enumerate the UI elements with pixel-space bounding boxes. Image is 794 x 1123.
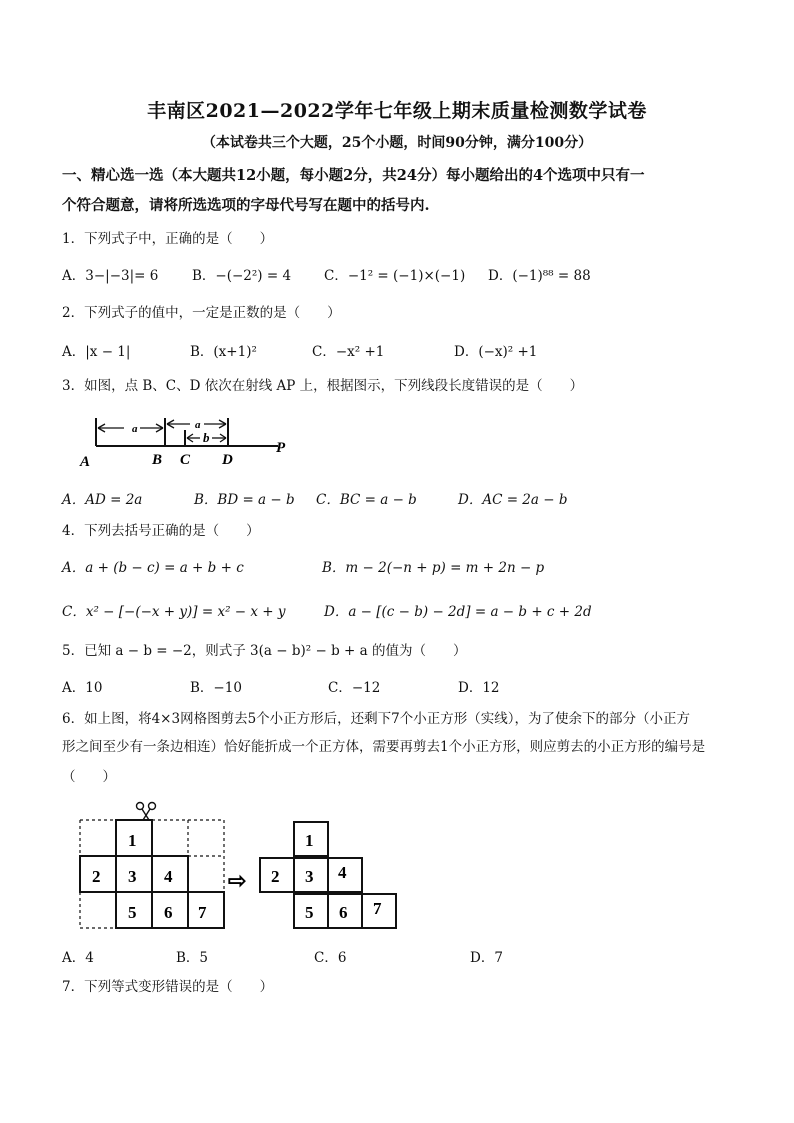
question-6-stem-line-3: （ ） (62, 769, 116, 785)
scissors-icon (137, 803, 156, 821)
grid-left-cell-6: 6 (164, 903, 173, 922)
question-1-options (62, 264, 752, 288)
grid-left-cell-4: 4 (164, 867, 173, 886)
question-4-option-b: B．m − 2(−n + p) = m + 2n − p (322, 560, 545, 576)
question-2-option-b: B．(x+1)² (190, 344, 257, 360)
page-subtitle: （本试卷共三个大题，25个小题，时间90分钟，满分100分） (201, 135, 593, 151)
question-6-options (62, 946, 752, 970)
grid-right-cell-3: 3 (305, 867, 314, 886)
question-2-option-d: D．(−x)² +1 (454, 344, 538, 360)
question-4-options-row-2 (62, 600, 752, 624)
question-4-option-c: C．x² − [−(−x + y)] = x² − x + y (62, 604, 286, 620)
segment-label-b: b (203, 430, 210, 445)
question-1-stem: 1．下列式子中，正确的是（ ） (62, 231, 274, 247)
question-5-stem: 5．已知 a − b = −2，则式子 3(a − b)² − b + a 的值为（ ） (62, 643, 467, 659)
question-5-option-d: D．12 (458, 680, 500, 696)
question-6-option-d: D．7 (470, 950, 503, 966)
grid-right-cell-5: 5 (305, 903, 314, 922)
question-3-stem: 3．如图，点 B、C、D 依次在射线 AP 上，根据图示，下列线段长度错误的是（ ） (62, 378, 584, 394)
question-4-stem: 4．下列去括号正确的是（ ） (62, 523, 260, 539)
segment-label-a2: a (195, 419, 201, 431)
question-2-stem: 2．下列式子的值中，一定是正数的是（ ） (62, 305, 341, 321)
grid-left-cell-3: 3 (128, 867, 137, 886)
grid-right-cell-4: 4 (338, 863, 347, 882)
grid-left-cell-7: 7 (198, 903, 207, 922)
section-heading-line-2: 个符合题意，请将所选选项的字母代号写在题中的括号内. (62, 197, 430, 214)
page-title: 丰南区2021—2022学年七年级上期末质量检测数学试卷 (147, 100, 647, 122)
question-2-option-c: C．−x² +1 (312, 344, 385, 360)
grid-left-cell-5: 5 (128, 903, 137, 922)
question-1-option-a: A．3−|−3|= 6 (62, 268, 159, 284)
question-3-option-a: A．AD = 2a (62, 492, 143, 508)
grid-right-cell-6: 6 (339, 903, 348, 922)
question-3-option-c: C．BC = a − b (316, 492, 417, 508)
point-label-d: D (222, 452, 233, 468)
question-2-options (62, 340, 752, 364)
question-6-stem-line-2: 形之间至少有一条边相连）恰好能折成一个正方体，需要再剪去1个小正方形，则应剪去的小正方形的编号是 (62, 739, 706, 755)
question-6-grid-figure (72, 798, 412, 938)
question-6-option-c: C．6 (314, 950, 347, 966)
grid-left-cell-2: 2 (92, 867, 101, 886)
question-2-option-a: A．|x − 1| (62, 344, 131, 360)
question-3-ray-figure (78, 410, 298, 472)
question-1-option-d: D．(−1)⁸⁸ = 88 (488, 268, 591, 284)
transform-arrow-icon: ⇨ (228, 868, 247, 893)
question-4-option-d: D．a − [(c − b) − 2d] = a − b + c + 2d (324, 604, 592, 620)
question-5-option-b: B．−10 (190, 680, 242, 696)
question-1-option-b: B．−(−2²) = 4 (192, 268, 292, 284)
question-1-option-c: C．−1² = (−1)×(−1) (324, 268, 466, 284)
grid-left-cell-1: 1 (128, 831, 137, 850)
segment-label-a1: a (132, 423, 138, 435)
question-3-option-b: B．BD = a − b (194, 492, 295, 508)
question-5-option-a: A．10 (62, 680, 103, 696)
point-label-p: P (276, 440, 286, 456)
question-3-option-d: D．AC = 2a − b (458, 492, 568, 508)
point-label-b: B (152, 452, 163, 468)
question-4-options-row-1 (62, 556, 752, 580)
question-3-options (62, 488, 752, 512)
point-label-c: C (180, 452, 191, 468)
section-heading-line-1: 一、精心选一选（本大题共12小题，每小题2分，共24分）每小题给出的4个选项中只有一 (62, 167, 645, 184)
grid-right-cell-1: 1 (305, 831, 314, 850)
point-label-a: A (80, 454, 91, 470)
question-6-option-b: B．5 (176, 950, 209, 966)
grid-right-cell-7: 7 (373, 899, 382, 918)
question-4-option-a: A．a + (b − c) = a + b + c (62, 560, 244, 576)
question-5-options (62, 676, 752, 700)
question-7-stem: 7．下列等式变形错误的是（ ） (62, 979, 274, 995)
question-5-option-c: C．−12 (328, 680, 381, 696)
grid-right-cell-2: 2 (271, 867, 280, 886)
question-6-stem-line-1: 6．如上图，将4×3网格图剪去5个小正方形后，还剩下7个小正方形（实线），为了使余下的部分（小正方 (62, 711, 691, 727)
question-6-option-a: A．4 (62, 950, 94, 966)
